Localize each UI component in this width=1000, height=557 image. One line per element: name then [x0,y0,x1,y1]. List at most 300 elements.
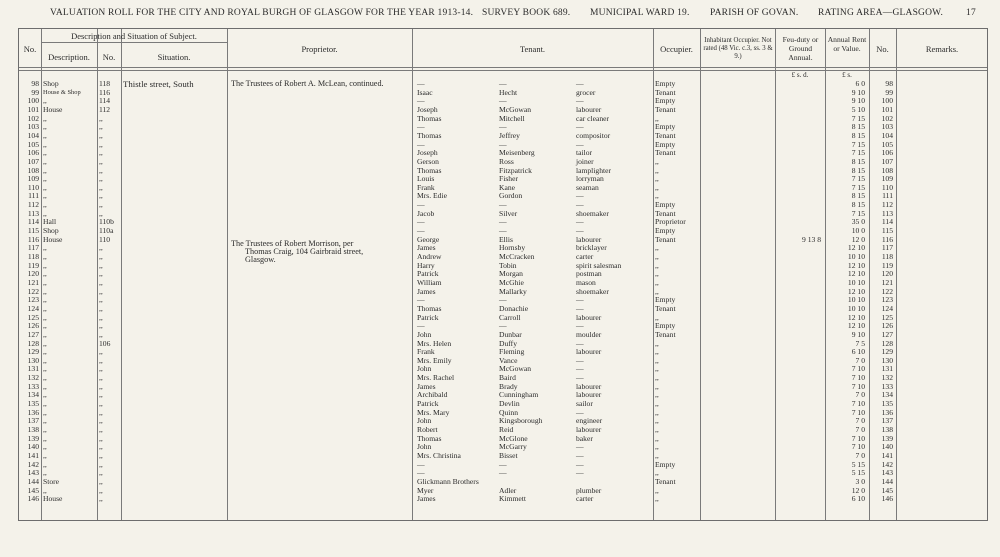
row-description: ,, [43,329,47,339]
row-number: 106 [27,148,39,158]
row-description: ,, [43,407,47,417]
row-annual-value: 8 15 [851,200,865,210]
row-occupier: ,, [655,312,659,322]
row-tenant-surname: Devlin [499,399,520,409]
row-tenant-forename: Archibald [417,390,448,400]
row-number: 134 [27,390,39,400]
row-occupier: ,, [655,485,659,495]
row-tenant-forename: Thomas [417,303,442,313]
row-tenant-occupation: spirit salesman [576,260,622,270]
row-street-number: ,, [99,130,103,140]
row-tenant-surname: McGowan [499,104,532,114]
row-tenant-occupation: labourer [576,425,602,434]
row-description: ,, [43,269,47,279]
row-number: 114 [27,217,39,227]
row-tenant-surname: Mallarky [499,286,527,296]
row-street-number: ,, [99,122,103,132]
row-description: ,, [43,373,47,383]
row-number: 136 [27,407,39,417]
row-number-right: 128 [881,338,893,348]
row-tenant-surname: McCracken [499,252,535,261]
row-tenant-forename: Myer [417,485,434,495]
row-occupier: Tenant [655,148,676,158]
row-tenant-forename: Thomas [417,130,442,140]
row-tenant-occupation: — [576,407,584,417]
row-tenant-occupation: — [576,139,584,149]
row-description: ,, [43,191,47,201]
row-street-number: 110a [99,226,114,236]
row-description: ,, [43,122,47,132]
row-tenant-forename: Patrick [417,269,439,279]
row-description: ,, [43,485,47,495]
row-number-right: 103 [881,122,893,132]
row-description: ,, [43,381,47,391]
row-number: 109 [27,174,39,184]
row-occupier: ,, [655,442,659,452]
row-occupier: ,, [655,433,659,443]
row-tenant-forename: Andrew [417,252,442,261]
row-number: 118 [27,252,39,261]
row-occupier: ,, [655,243,659,253]
row-tenant-occupation: labourer [576,104,602,114]
col-divider [700,29,701,520]
row-number: 126 [27,321,39,331]
row-street-number: ,, [99,252,103,261]
row-street-number: ,, [99,277,103,287]
row-description: ,, [43,174,47,184]
row-number-right: 105 [881,139,893,149]
row-number: 132 [27,373,39,383]
row-tenant-occupation: — [576,217,584,227]
row-tenant-occupation: — [576,191,584,201]
row-number: 144 [27,476,39,486]
row-street-number: ,, [99,303,103,313]
row-number: 111 [28,191,39,201]
row-annual-value: 7 0 [855,416,865,426]
row-number-right: 127 [881,329,893,339]
row-annual-value: 12 10 [847,269,865,279]
row-description: ,, [43,252,47,261]
row-annual-value: 10 10 [847,295,865,305]
row-tenant-forename: James [417,381,436,391]
row-annual-value: 12 10 [847,243,865,253]
row-tenant-surname: — [499,122,507,132]
row-tenant-forename: Mrs. Helen [417,338,452,348]
row-number-right: 130 [881,355,893,365]
row-occupier: ,, [655,450,659,460]
row-tenant-occupation: — [576,355,584,365]
row-description: ,, [43,208,47,218]
row-number: 108 [27,165,39,175]
row-description: ,, [43,338,47,348]
row-feuduty: 9 13 8 [802,234,821,244]
row-tenant-occupation: joiner [576,156,594,166]
row-number: 117 [27,243,39,253]
row-tenant-forename: — [417,321,425,331]
row-number-right: 136 [881,407,893,417]
row-number: 122 [27,286,39,296]
row-tenant-surname: Mitchell [499,113,525,123]
row-tenant-forename: Robert [417,425,438,434]
row-annual-value: 6 0 [855,79,865,88]
row-description: ,, [43,165,47,175]
row-annual-value: 12 10 [847,260,865,270]
row-tenant-surname: Duffy [499,338,517,348]
row-occupier: ,, [655,373,659,383]
row-description: ,, [43,113,47,123]
row-street-number: ,, [99,295,103,305]
row-number: 110 [27,182,39,192]
row-number: 128 [27,338,39,348]
row-number-right: 121 [881,277,893,287]
row-tenant-forename: — [417,79,425,88]
row-occupier: ,, [655,165,659,175]
col-divider [775,29,776,520]
row-number: 133 [27,381,39,391]
header-rule [19,67,987,68]
row-number-right: 126 [881,321,893,331]
row-occupier: ,, [655,286,659,296]
row-tenant-occupation: — [576,468,584,478]
row-description: ,, [43,347,47,357]
row-number-right: 134 [881,390,893,400]
row-number: 145 [27,485,39,495]
row-tenant-occupation: grocer [576,87,596,97]
row-street-number: ,, [99,329,103,339]
row-number: 107 [27,156,39,166]
row-annual-value: 10 10 [847,303,865,313]
row-tenant-forename: — [417,226,425,236]
row-tenant-occupation: labourer [576,234,602,244]
row-number-right: 139 [881,433,893,443]
row-tenant-occupation: bricklayer [576,243,607,253]
row-tenant-surname: McGhie [499,277,524,287]
row-occupier: ,, [655,390,659,400]
col-divider [41,29,42,520]
row-tenant-surname: — [499,200,507,210]
row-number-right: 119 [881,260,893,270]
row-street-number: ,, [99,494,103,504]
row-annual-value: 7 10 [851,373,865,383]
row-tenant-forename: — [417,459,425,469]
row-tenant-surname: Gordon [499,191,523,201]
page-number: 17 [966,8,976,18]
row-occupier: ,, [655,269,659,279]
row-annual-value: 9 10 [851,329,865,339]
col-divider [121,29,122,520]
row-number-right: 141 [881,450,893,460]
row-street-number: ,, [99,182,103,192]
row-annual-value: 12 0 [851,234,865,244]
row-number-right: 138 [881,425,893,434]
row-tenant-occupation: postman [576,269,602,279]
row-number-right: 114 [881,217,893,227]
row-tenant-surname: — [499,468,507,478]
row-occupier: Empty [655,96,676,106]
row-number: 98 [31,79,39,88]
subhead-rule [41,42,227,43]
row-tenant-surname: Hecht [499,87,518,97]
row-occupier: ,, [655,355,659,365]
row-tenant-occupation: — [576,79,584,88]
row-description: House & Shop [43,88,81,96]
row-tenant-forename: John [417,442,432,452]
row-tenant-surname: Brady [499,381,518,391]
municipal-ward: MUNICIPAL WARD 19. [590,8,690,18]
row-description: ,, [43,182,47,192]
row-description: ,, [43,433,47,443]
row-tenant-occupation: — [576,303,584,313]
row-tenant-forename: Glickmann Brothers [417,476,479,486]
row-annual-value: 5 15 [851,459,865,469]
row-annual-value: 10 10 [847,277,865,287]
row-annual-value: 7 10 [851,364,865,374]
row-street-number: 118 [99,79,111,88]
row-tenant-occupation: seaman [576,182,599,192]
row-tenant-surname: Reid [499,425,514,434]
row-tenant-occupation: car cleaner [576,113,610,123]
row-occupier: Proprietor [655,217,686,227]
row-annual-value: 7 5 [855,338,865,348]
row-tenant-surname: Fisher [499,174,518,184]
row-number: 141 [27,450,39,460]
row-number-right: 123 [881,295,893,305]
row-tenant-forename: James [417,494,436,504]
row-annual-value: 12 10 [847,321,865,331]
row-description: Store [43,476,60,486]
row-tenant-surname: — [499,139,507,149]
col-desc-no-header: No. [102,52,116,62]
row-number-right: 137 [881,416,893,426]
row-annual-value: 7 15 [851,139,865,149]
row-tenant-surname: — [499,295,507,305]
row-description: House [43,104,63,114]
row-description: ,, [43,321,47,331]
row-tenant-occupation: — [576,373,584,383]
row-street-number: ,, [99,208,103,218]
col-divider [97,29,98,520]
row-occupier: ,, [655,364,659,374]
row-number-right: 110 [881,182,893,192]
row-annual-value: 7 10 [851,442,865,452]
roll-title: VALUATION ROLL FOR THE CITY AND ROYAL BURGH OF GLASGOW FOR THE YEAR 1913-14. [50,8,474,18]
row-tenant-forename: Frank [417,347,435,357]
row-number: 137 [27,416,39,426]
row-tenant-surname: Baird [499,373,516,383]
row-number: 130 [27,355,39,365]
row-street-number: ,, [99,269,103,279]
row-number: 125 [27,312,39,322]
row-tenant-occupation: — [576,364,584,374]
row-occupier: Empty [655,122,676,132]
row-tenant-forename: Gerson [417,156,439,166]
row-tenant-forename: Thomas [417,433,442,443]
row-tenant-forename: Joseph [417,104,438,114]
col-annual-header: Annual Rent or Value. [827,35,867,53]
row-number: 139 [27,433,39,443]
row-street-number: ,, [99,260,103,270]
row-occupier: Tenant [655,130,676,140]
row-tenant-surname: Ellis [499,234,513,244]
row-number-right: 142 [881,459,893,469]
row-street-number: ,, [99,200,103,210]
row-tenant-surname: Quinn [499,407,518,417]
col-proprietor-header: Proprietor. [301,44,338,54]
col-remarks-header: Remarks. [925,44,959,54]
row-tenant-surname: Fleming [499,347,525,357]
row-tenant-surname: Dunbar [499,329,522,339]
row-annual-value: 8 15 [851,165,865,175]
col-no-header: No. [23,44,37,54]
row-tenant-occupation: lorryman [576,174,604,184]
row-occupier: ,, [655,277,659,287]
row-tenant-forename: James [417,286,436,296]
row-number-right: 116 [881,234,893,244]
row-tenant-occupation: baker [576,433,593,443]
row-description: House [43,494,63,504]
row-annual-value: 8 15 [851,191,865,201]
row-description: ,, [43,295,47,305]
row-number: 146 [27,494,39,504]
row-annual-value: 5 15 [851,468,865,478]
row-tenant-forename: James [417,243,436,253]
row-number: 115 [27,226,39,236]
row-annual-value: 8 15 [851,156,865,166]
row-tenant-forename: Joseph [417,148,438,158]
row-description: ,, [43,96,47,106]
row-tenant-forename: Thomas [417,113,442,123]
row-description: ,, [43,156,47,166]
row-street-number: ,, [99,407,103,417]
row-street-number: ,, [99,156,103,166]
row-occupier: Tenant [655,208,676,218]
row-annual-value: 9 10 [851,87,865,97]
row-occupier: Tenant [655,87,676,97]
row-street-number: 110b [99,217,114,227]
row-annual-value: 7 0 [855,355,865,365]
row-tenant-surname: Kingsborough [499,416,543,426]
row-tenant-forename: John [417,364,432,374]
row-tenant-occupation: lamplighter [576,165,612,175]
row-occupier: Tenant [655,303,676,313]
row-description: ,, [43,399,47,409]
row-street-number: ,, [99,347,103,357]
proprietor-2-line3: Glasgow. [245,255,276,264]
row-description: ,, [43,139,47,149]
row-number-right: 117 [881,243,893,253]
row-street-number: ,, [99,442,103,452]
row-number-right: 140 [881,442,893,452]
row-tenant-forename: — [417,295,425,305]
row-street-number: ,, [99,355,103,365]
row-description: House [43,234,63,244]
row-tenant-surname: McGowan [499,364,532,374]
row-annual-value: 6 10 [851,494,865,504]
row-tenant-surname: Vance [499,355,518,365]
row-tenant-forename: Mrs. Rachel [417,373,455,383]
row-annual-value: 8 15 [851,130,865,140]
row-occupier: ,, [655,252,659,261]
row-annual-value: 7 10 [851,433,865,443]
row-tenant-forename: — [417,122,425,132]
row-number: 121 [27,277,39,287]
row-tenant-occupation: labourer [576,347,602,357]
row-description: ,, [43,200,47,210]
row-number: 116 [27,234,39,244]
row-number: 103 [27,122,39,132]
row-tenant-forename: Isaac [417,87,433,97]
row-occupier: ,, [655,182,659,192]
row-number: 105 [27,139,39,149]
row-description: ,, [43,468,47,478]
row-tenant-surname: Meisenberg [499,148,535,158]
row-street-number: 114 [99,96,111,106]
row-description: Shop [43,226,59,236]
row-description: ,, [43,312,47,322]
row-street-number: ,, [99,321,103,331]
row-description: ,, [43,416,47,426]
row-street-number: ,, [99,468,103,478]
row-occupier: Empty [655,79,676,88]
row-annual-value: 12 10 [847,286,865,296]
row-tenant-occupation: — [576,295,584,305]
row-occupier: Empty [655,295,676,305]
row-street-number: ,, [99,113,103,123]
row-tenant-occupation: — [576,122,584,132]
row-annual-value: 7 10 [851,381,865,391]
row-tenant-surname: Tobin [499,260,517,270]
proprietor-2-line1: The Trustees of Robert Morrison, per [231,239,354,248]
row-tenant-forename: Mrs. Emily [417,355,452,365]
row-tenant-surname: Ross [499,156,514,166]
col-description-header: Description. [48,52,90,62]
row-description: ,, [43,364,47,374]
row-tenant-surname: — [499,459,507,469]
row-tenant-occupation: carter [576,494,594,504]
row-occupier: ,, [655,494,659,504]
row-description: ,, [43,243,47,253]
row-number-right: 100 [881,96,893,106]
row-street-number: ,, [99,373,103,383]
row-tenant-forename: John [417,329,432,339]
row-annual-value: 9 10 [851,96,865,106]
row-number: 99 [31,87,39,97]
row-tenant-surname: Cunningham [499,390,539,400]
row-tenant-surname: Bisset [499,450,518,460]
row-number-right: 109 [881,174,893,184]
row-occupier: ,, [655,156,659,166]
row-description: ,, [43,442,47,452]
row-tenant-forename: — [417,200,425,210]
row-number-right: 99 [885,87,893,97]
row-number: 142 [27,459,39,469]
row-description: ,, [43,390,47,400]
valuation-table [18,28,988,521]
row-tenant-occupation: mason [576,277,596,287]
row-tenant-occupation: — [576,338,584,348]
row-street-number: ,, [99,165,103,175]
row-annual-value: 5 10 [851,104,865,114]
row-occupier: ,, [655,425,659,434]
row-street-number: 112 [99,104,111,114]
row-tenant-forename: — [417,217,425,227]
row-tenant-occupation: — [576,321,584,331]
row-tenant-surname: McGarry [499,442,527,452]
row-occupier: ,, [655,191,659,201]
row-tenant-occupation: labourer [576,381,602,391]
row-tenant-forename: George [417,234,440,244]
page-header [0,8,1000,22]
